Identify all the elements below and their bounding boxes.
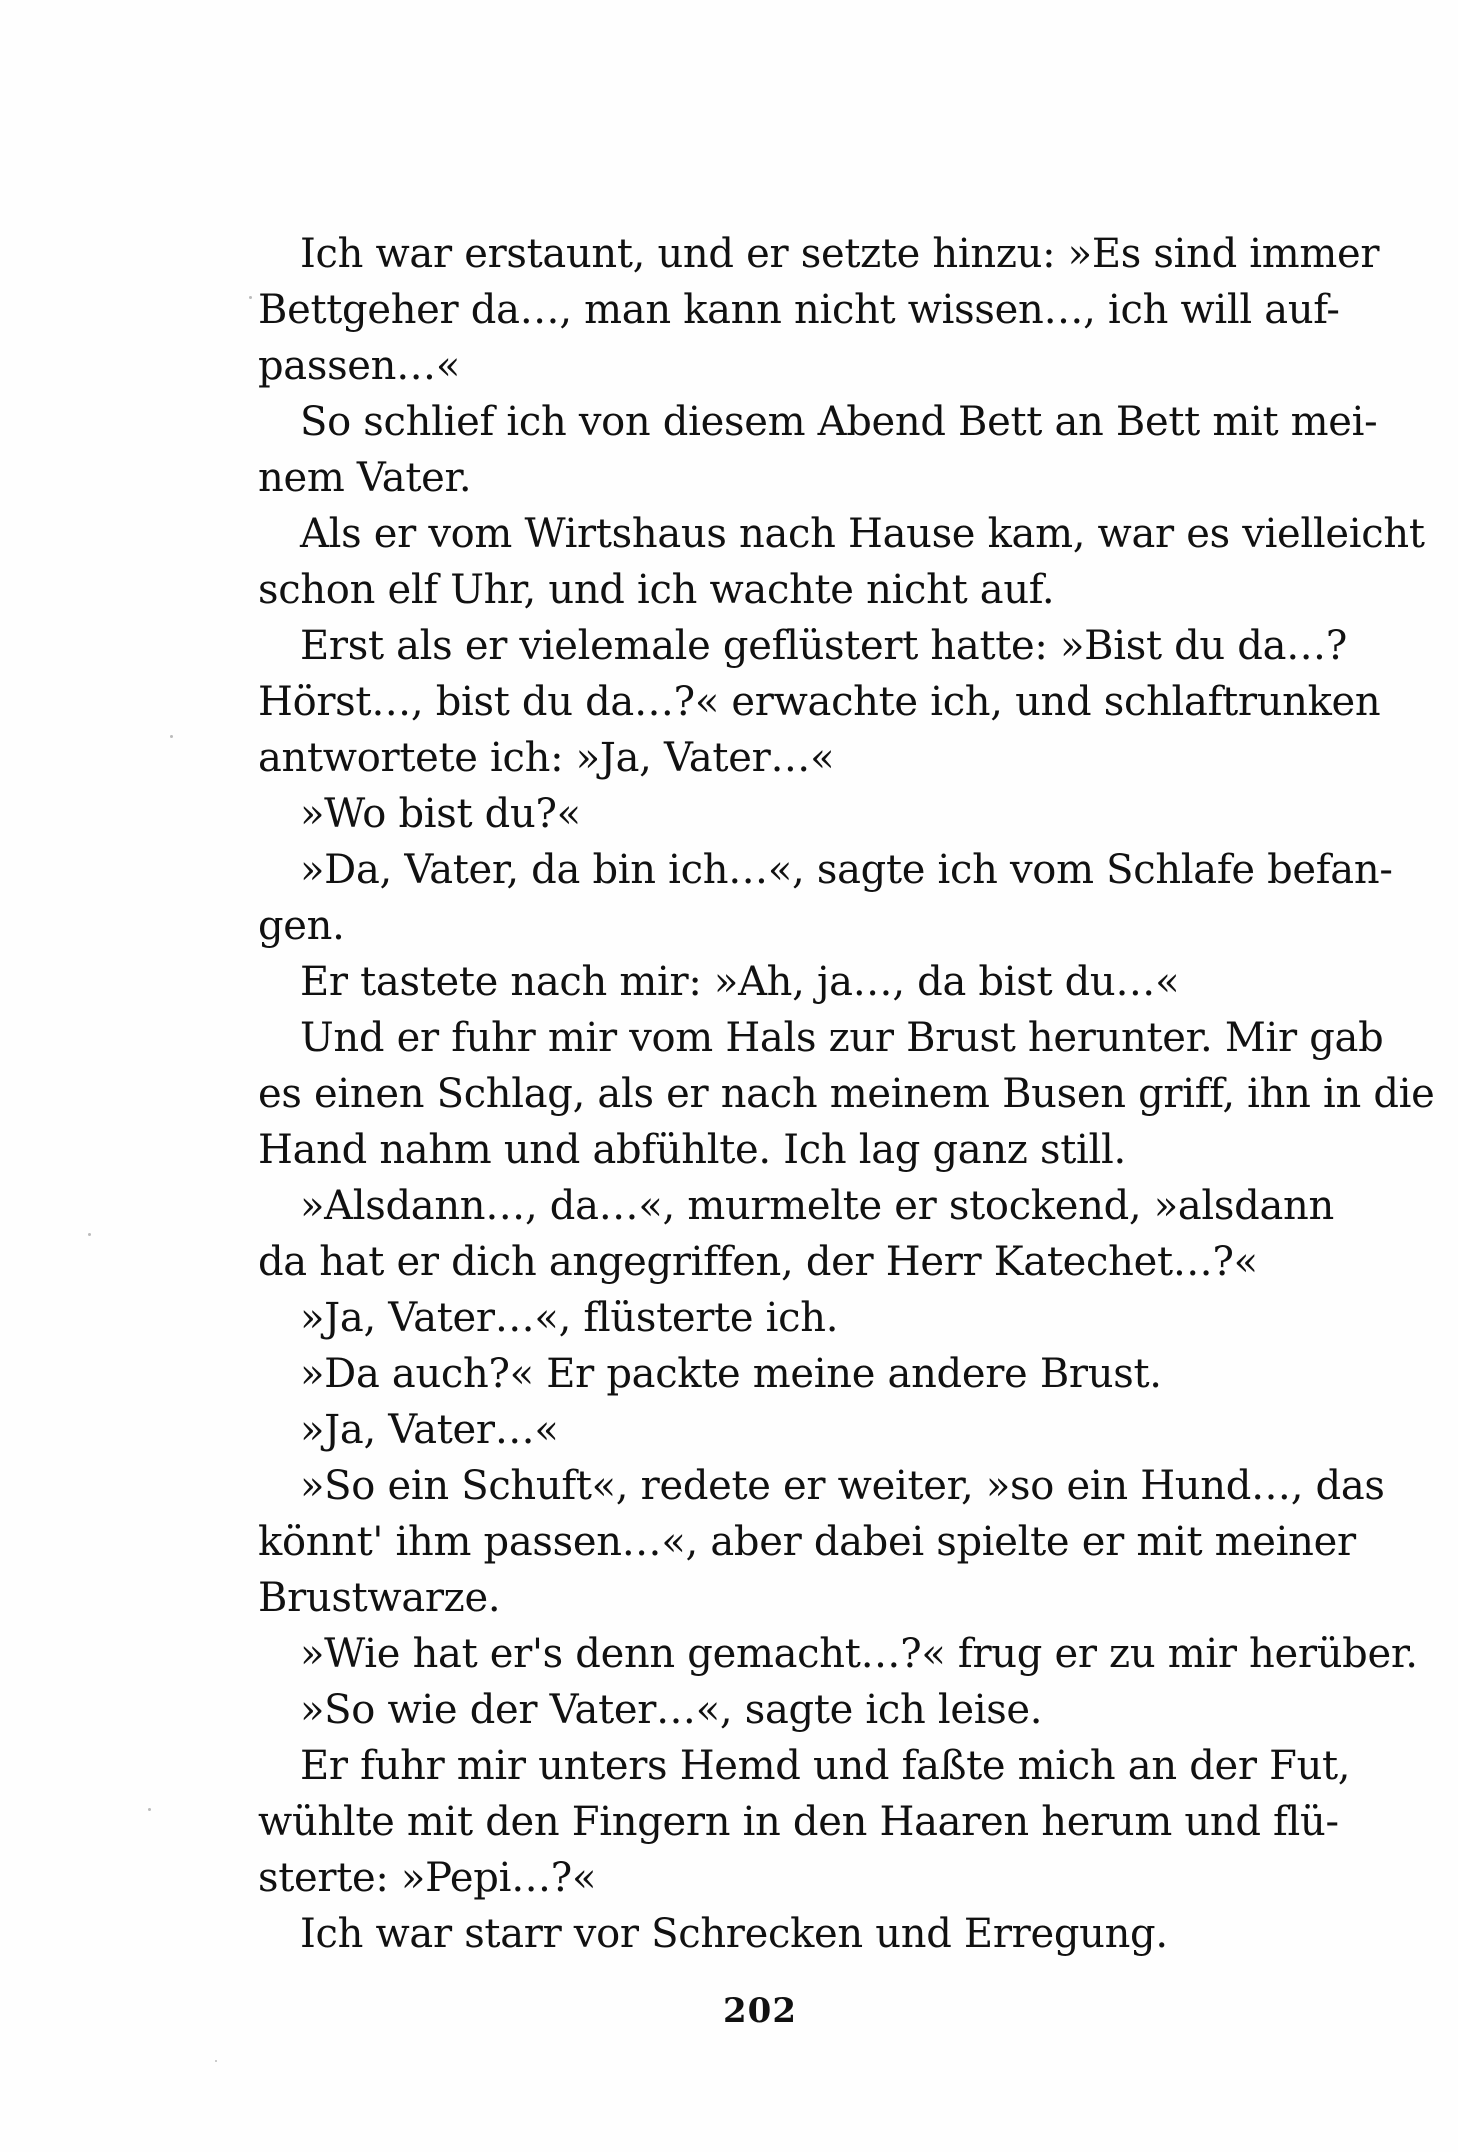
text-line: »So wie der Vater…«, sagte ich leise. bbox=[300, 1687, 1043, 1733]
text-line: »So ein Schuft«, redete er weiter, »so ein Hund…, das bbox=[300, 1463, 1385, 1509]
text-line: es einen Schlag, als er nach meinem Busen griff, ihn in die bbox=[258, 1071, 1435, 1117]
scan-speck bbox=[249, 296, 252, 299]
scan-speck bbox=[88, 1233, 91, 1236]
text-line: So schlief ich von diesem Abend Bett an Bett mit mei- bbox=[300, 399, 1378, 445]
text-line: Ich war erstaunt, und er setzte hinzu: »Es sind immer bbox=[300, 231, 1380, 277]
text-line: »Wo bist du?« bbox=[300, 791, 581, 837]
text-line: »Da auch?« Er packte meine andere Brust. bbox=[300, 1351, 1162, 1397]
scan-speck bbox=[170, 735, 173, 738]
text-line: könnt' ihm passen…«, aber dabei spielte er mit meiner bbox=[258, 1519, 1356, 1565]
text-line: schon elf Uhr, und ich wachte nicht auf. bbox=[258, 567, 1055, 613]
text-line: sterte: »Pepi…?« bbox=[258, 1855, 597, 1901]
text-line: Er fuhr mir unters Hemd und faßte mich an der Fut, bbox=[300, 1743, 1351, 1789]
text-line: »Alsdann…, da…«, murmelte er stockend, »alsdann bbox=[300, 1183, 1334, 1229]
scan-speck bbox=[215, 2060, 217, 2062]
text-line: Als er vom Wirtshaus nach Hause kam, war es vielleicht bbox=[300, 511, 1425, 557]
scan-speck bbox=[148, 1808, 151, 1811]
text-line: Brustwarze. bbox=[258, 1575, 501, 1621]
text-line: »Wie hat er's denn gemacht…?« frug er zu mir herüber. bbox=[300, 1631, 1418, 1677]
text-line: Hörst…, bist du da…?« erwachte ich, und schlaftrunken bbox=[258, 679, 1381, 725]
text-line: antwortete ich: »Ja, Vater…« bbox=[258, 735, 835, 781]
text-line: gen. bbox=[258, 903, 345, 949]
text-line: da hat er dich angegriffen, der Herr Katechet…?« bbox=[258, 1239, 1258, 1285]
text-line: wühlte mit den Fingern in den Haaren herum und flü- bbox=[258, 1799, 1339, 1845]
page-number: 202 bbox=[723, 1991, 797, 2031]
text-line: »Da, Vater, da bin ich…«, sagte ich vom Schlafe befan- bbox=[300, 847, 1393, 893]
text-line: »Ja, Vater…« bbox=[300, 1407, 559, 1453]
text-line: Und er fuhr mir vom Hals zur Brust herunter. Mir gab bbox=[300, 1015, 1384, 1061]
text-line: Erst als er vielemale geflüstert hatte: »Bist du da…? bbox=[300, 623, 1348, 669]
text-line: Bettgeher da…, man kann nicht wissen…, ich will auf- bbox=[258, 287, 1340, 333]
text-line: Er tastete nach mir: »Ah, ja…, da bist du…« bbox=[300, 959, 1180, 1005]
text-line: Hand nahm und abfühlte. Ich lag ganz still. bbox=[258, 1127, 1126, 1173]
text-line: Ich war starr vor Schrecken und Erregung. bbox=[300, 1911, 1168, 1957]
text-line: »Ja, Vater…«, flüsterte ich. bbox=[300, 1295, 839, 1341]
text-line: passen…« bbox=[258, 343, 461, 389]
text-line: nem Vater. bbox=[258, 455, 472, 501]
